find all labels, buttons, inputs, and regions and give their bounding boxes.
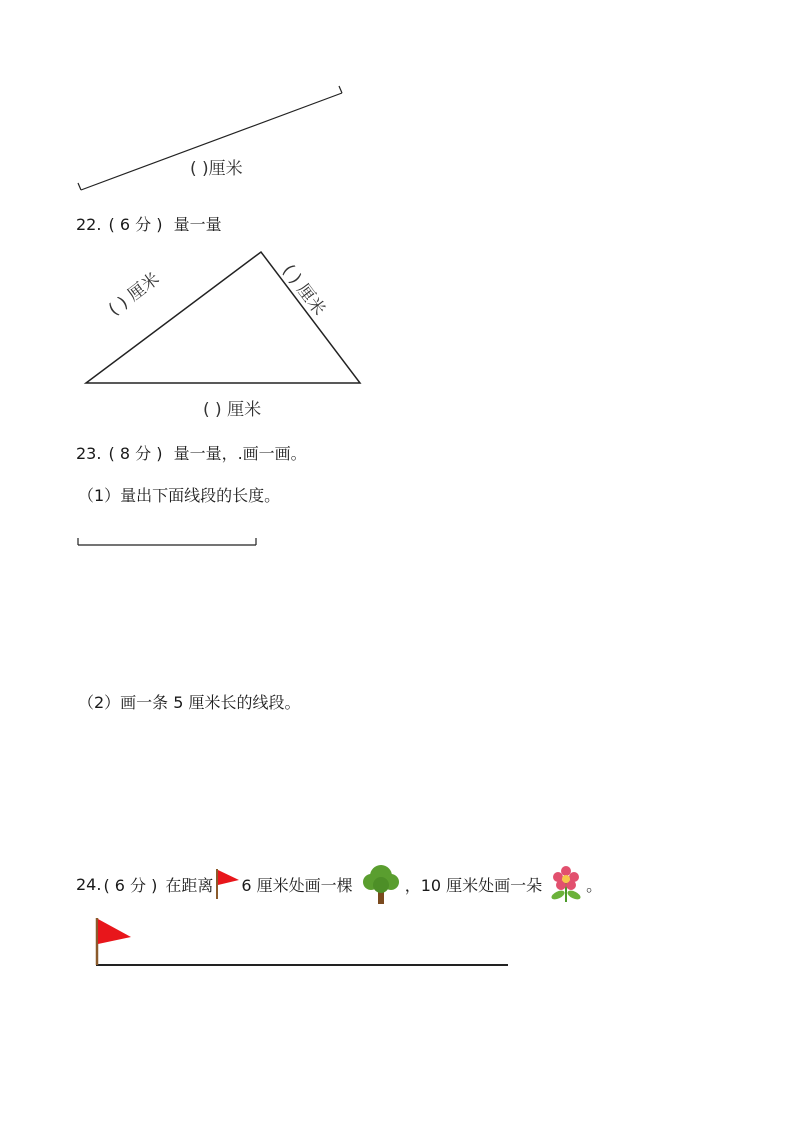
q22-heading — [76, 212, 222, 235]
tree-icon — [361, 863, 401, 905]
question-points: ( 8 分 ) — [108, 444, 163, 463]
q23-part2: （2）画一条 5 厘米长的线段。 — [78, 693, 301, 712]
q24-text-after-tree: ，10 厘米处画一朵 — [404, 875, 543, 895]
triangle-right-side-label: ( ) 厘米 — [278, 261, 329, 320]
question-points: ( 6 分 ) — [108, 215, 163, 234]
flag-icon — [214, 868, 240, 900]
question-instruction: 量一量，.画一画。 — [173, 444, 307, 463]
q24-text-after-flag: 6 厘米处画一棵 — [241, 875, 353, 895]
q23-part1: （1）量出下面线段的长度。 — [78, 486, 281, 505]
question-number: 23. — [76, 444, 102, 463]
q24-text-end: 。 — [586, 875, 603, 895]
flower-icon — [548, 865, 584, 903]
triangle-left-side-label: ( ) 厘米 — [105, 269, 164, 320]
question-instruction: 量一量 — [173, 215, 222, 234]
q24-text-before-flag: 在距离 — [165, 875, 214, 895]
q24-heading — [76, 863, 602, 905]
flag-icon — [97, 918, 131, 965]
q21-answer-blank: ( )厘米 — [190, 159, 243, 179]
q23-measure-segment — [78, 538, 256, 545]
triangle-bottom-label: ( ) 厘米 — [203, 400, 262, 420]
question-points: ( 6 分 ) — [103, 875, 158, 895]
q23-heading — [76, 441, 307, 464]
question-number: 22. — [76, 215, 102, 234]
q22-triangle — [86, 252, 360, 383]
question-number: 24. — [76, 874, 102, 894]
